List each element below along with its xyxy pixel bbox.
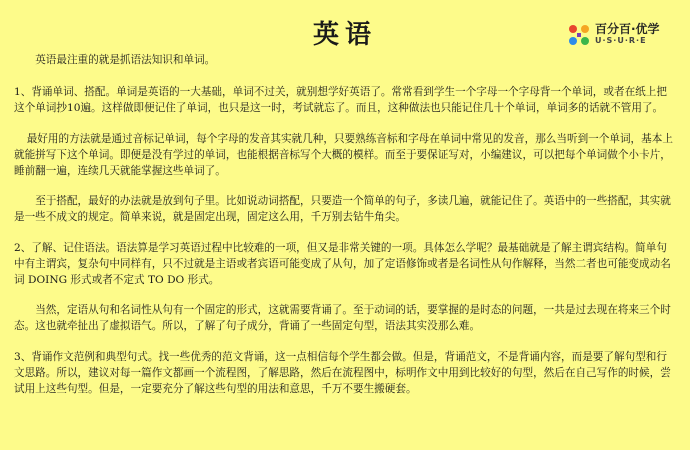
- page-title: 英语: [312, 20, 377, 50]
- paragraph-grammar: 2、了解、记住语法。语法算是学习英语过程中比较难的一项，但又是非常关键的一项。具体怎么学呢？最基础就是了解主谓宾结构。简单句中有主谓宾，复杂句中同样有，只不过就是主语或者宾语可能变成了从句，加了定语修饰或者是名词性从句作解释，当然二者也可能变成动名词 DOING 形式或者不定式 TO DO 形式。: [14, 241, 671, 287]
- paragraph-clauses: 当然，定语从句和名词性从句有一个固定的形式，这就需要背诵了。至于动词的话，要掌握的是时态的问题，一共是过去现在将来三个时态。这也就牵扯出了虚拟语气。所以，了解了句子成分，背诵了一些固定句型，语法其实没那么难。: [14, 304, 671, 333]
- logo-tagline: U·S·U·R·E: [595, 36, 647, 45]
- logo-name: 百分百·优学: [595, 22, 660, 36]
- paragraph-collocations: 至于搭配，最好的办法就是放到句子里。比如说动词搭配，只要造一个简单的句子，多读几遍，就能记住了。英语中的一些搭配，其实就是一些不成文的规定。简单来说，就是固定出现，固定这么用，千万别去钻牛角尖。: [14, 195, 671, 224]
- logo-icon: [566, 22, 592, 48]
- paragraph-vocabulary: 1、背诵单词、搭配。单词是英语的一大基础，单词不过关，就别想学好英语了。常常看到学生一个字母一个字母背一个单词，或者在纸上把这个单词抄10遍。这样做即便记住了单词，也只是这一时，考试就忘了。而且，这种做法也只能记住几十个单词，单词多的话就不管用了。: [14, 86, 667, 115]
- brand-logo: [566, 22, 686, 52]
- intro-paragraph: 英语最注重的就是抓语法知识和单词。: [35, 54, 216, 66]
- article-body: [14, 52, 676, 397]
- paragraph-phonetics: 最好用的方法就是通过音标记单词，每个字母的发音其实就几种，只要熟练音标和字母在单词中常见的发音，那么当听到一个单词，基本上就能拼写下这个单词。即便是没有学过的单词，也能根据音标写个大概的模样。而至于要保证写对，小编建议，可以把每个单词做个小卡片，睡前翻一遍，连续几天就能掌握这些单词了。: [14, 132, 673, 178]
- paragraph-writing: 3、背诵作文范例和典型句式。找一些优秀的范文背诵，这一点相信每个学生都会做。但是，背诵范文，不是背诵内容，而是要了解句型和行文思路。所以，建议对每一篇作文都画一个流程图，了解思路，然后在流程图中，标明作文中用到比较好的句型，然后在自己写作的时候，尝试用上这些句型。但是，一定要充分了解这些句型的用法和意思，千万不要生搬硬套。: [14, 350, 671, 396]
